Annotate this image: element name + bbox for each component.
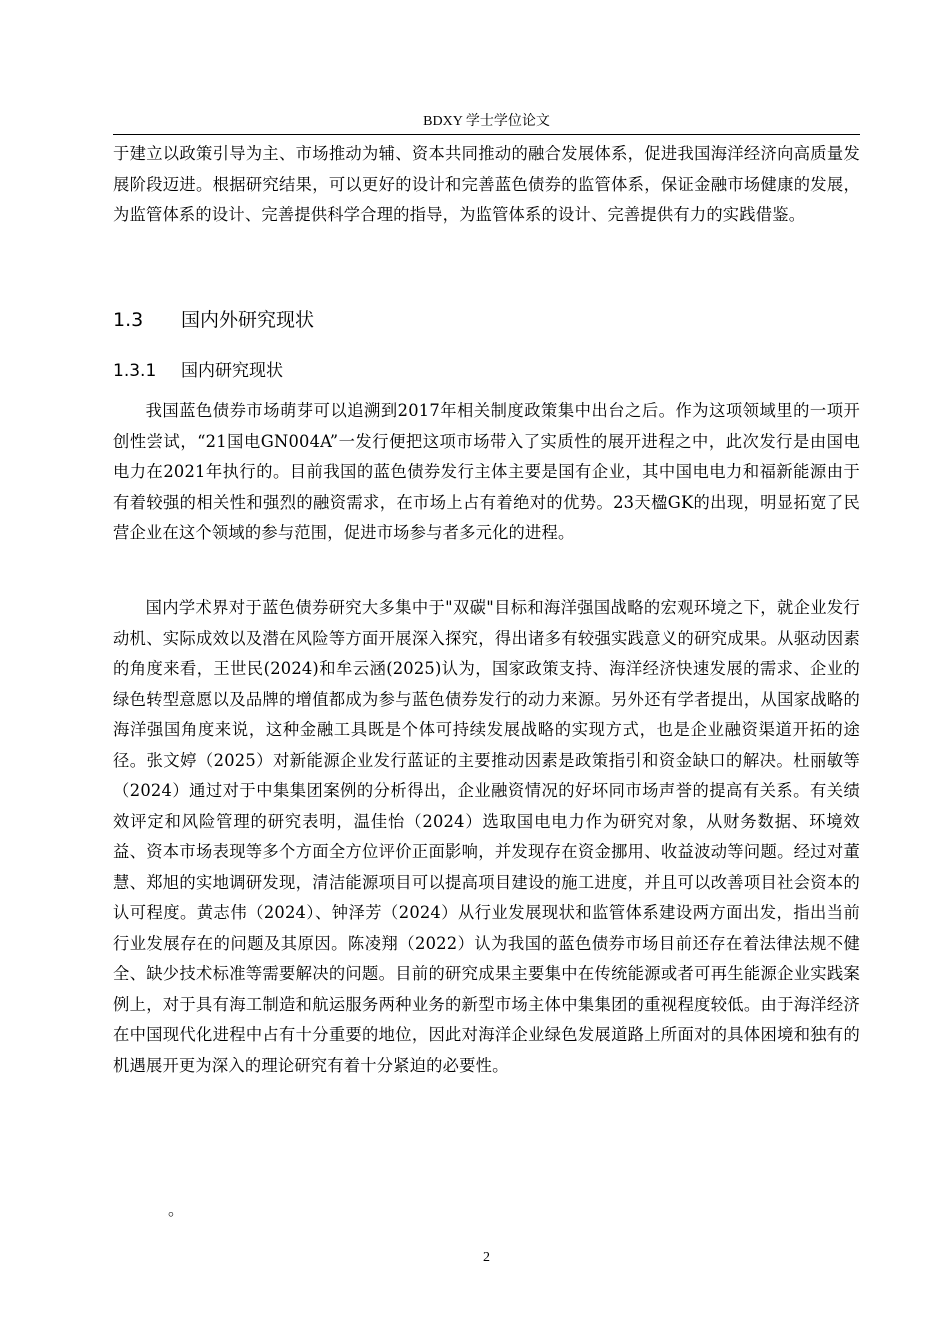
body-paragraph-2: 国内学术界对于蓝色债券研究大多集中于"双碳"目标和海洋强国战略的宏观环境之下，就企业发行动机、实际成效以及潜在风险等方面开展深入探究，得出诸多有较强实践意义的研究成果。从驱动因素的角度来看，王世民(2024)和牟云涵(2025)认为，国家政策支持、海洋经济快速发展的需求、企业的绿色转型意愿以及品牌的增值都成为参与蓝色债券发行的动力来源。另外还有学者提出，从国家战略的海洋强国角度来说，这种金融工具既是个体可持续发展战略的实现方式，也是企业融资渠道开拓的途径。张文婷（2025）对新能源企业发行蓝证的主要推动因素是政策指引和资金缺口的解决。杜丽敏等（2024）通过对于中集集团案例的分析得出，企业融资情况的好坏同市场声誉的提高有关系。有关绩效评定和风险管理的研究表明，温佳怡（2024）选取国电电力作为研究对象，从财务数据、环境效益、资本市场表现等多个方面全方位评价正面影响，并发现存在资金挪用、收益波动等问题。经过对董慧、郑旭的实地调研发现，清洁能源项目可以提高项目建设的施工进度，并且可以改善项目社会资本的认可程度。黄志伟（2024）、钟泽芳（2024）从行业发展现状和监管体系建设两方面出发，指出当前行业发展存在的问题及其原因。陈凌翔（2022）认为我国的蓝色债券市场目前还存在着法律法规不健全、缺少技术标准等需要解决的问题。目前的研究成果主要集中在传统能源或者可再生能源企业实践案例上，对于具有海工制造和航运服务两种业务的新型市场主体中集集团的重视程度较低。由于海洋经济在中国现代化进程中占有十分重要的地位，因此对海洋企业绿色发展道路上所面对的具体困境和独有的机遇展开更为深入的理论研究有着十分紧迫的必要性。	[113, 598, 860, 1075]
continuation-paragraph: 于建立以政策引导为主、市场推动为辅、资本共同推动的融合发展体系，促进我国海洋经济向高质量发展阶段迈进。根据研究结果，可以更好的设计和完善蓝色债券的监管体系，保证金融市场健康的发展，为监管体系的设计、完善提供科学合理的指导，为监管体系的设计、完善提供有力的实践借鉴。	[113, 144, 860, 224]
section-title: 国内外研究现状	[181, 309, 315, 331]
subsection-title: 国内研究现状	[181, 361, 283, 381]
stray-punctuation: 。	[168, 1200, 185, 1219]
page-number: 2	[483, 1250, 490, 1265]
section-number: 1.3	[113, 309, 144, 331]
body-paragraph-1: 我国蓝色债券市场萌芽可以追溯到2017年相关制度政策集中出台之后。作为这项领域里的一项开创性尝试，“21国电GN004A”一发行便把这项市场带入了实质性的展开进程之中，此次发行是由国电电力在2021年执行的。目前我国的蓝色债券发行主体主要是国有企业，其中国电电力和福新能源由于有着较强的相关性和强烈的融资需求，在市场上占有着绝对的优势。23天楹GK的出现，明显拓宽了民营企业在这个领域的参与范围，促进市场参与者多元化的进程。	[113, 401, 860, 542]
subsection-number: 1.3.1	[113, 361, 157, 381]
header-divider	[113, 134, 860, 135]
running-header: BDXY 学士学位论文	[423, 114, 550, 129]
subsection-heading	[113, 357, 283, 385]
section-heading	[113, 305, 314, 335]
